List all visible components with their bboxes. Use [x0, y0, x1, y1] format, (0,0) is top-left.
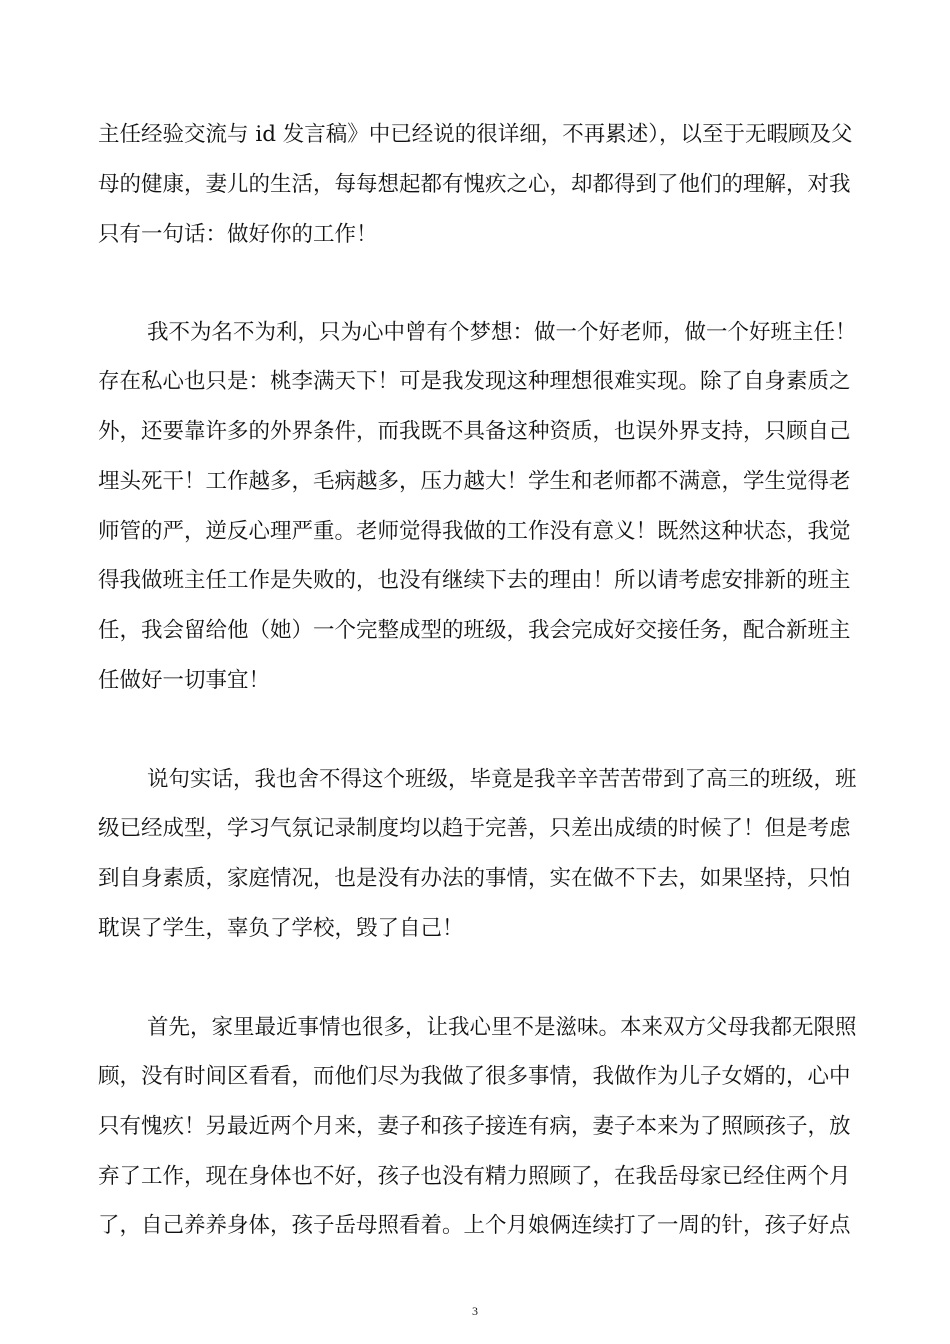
paragraph-line: 耽误了学生，辜负了学校，毁了自己！ — [98, 916, 464, 941]
paragraph-line: 只有愧疚！另最近两个月来，妻子和孩子接连有病，妻子本来为了照顾孩子，放 — [98, 1114, 851, 1139]
paragraph-line: 任做好一切事宜！ — [98, 668, 271, 693]
paragraph-line: 母的健康，妻儿的生活，每每想起都有愧疚之心，却都得到了他们的理解，对我 — [98, 172, 851, 197]
page-number: 3 — [472, 1304, 478, 1318]
paragraph-line: 级已经成型，学习气氛记录制度均以趋于完善，只差出成绩的时候了！但是考虑 — [98, 816, 851, 841]
paragraph-line: 任，我会留给他（她）一个完整成型的班级，我会完成好交接任务，配合新班主 — [98, 618, 851, 643]
paragraph-line: 只有一句话：做好你的工作！ — [98, 222, 378, 247]
paragraph-line: 说句实话，我也舍不得这个班级，毕竟是我辛辛苦苦带到了高三的班级，班 — [147, 767, 857, 792]
paragraph-line: 得我做班主任工作是失败的，也没有继续下去的理由！所以请考虑安排新的班主 — [98, 568, 851, 593]
paragraph-line: 主任经验交流与 id 发言稿》中已经说的很详细，不再累述），以至于无暇顾及父 — [98, 122, 853, 147]
paragraph-line: 到自身素质，家庭情况，也是没有办法的事情，实在做不下去，如果坚持，只怕 — [98, 866, 851, 891]
paragraph-line: 我不为名不为利，只为心中曾有个梦想：做一个好老师，做一个好班主任！ — [147, 320, 857, 345]
paragraph-line: 了，自己养养身体，孩子岳母照看着。上个月娘俩连续打了一周的针，孩子好点 — [98, 1213, 851, 1238]
paragraph-line: 埋头死干！工作越多，毛病越多，压力越大！学生和老师都不满意，学生觉得老 — [98, 469, 851, 494]
paragraph-line: 首先，家里最近事情也很多，让我心里不是滋味。本来双方父母我都无限照 — [147, 1015, 857, 1040]
paragraph-line: 外，还要靠许多的外界条件，而我既不具备这种资质，也误外界支持，只顾自己 — [98, 419, 851, 444]
paragraph-line: 顾，没有时间区看看，而他们尽为我做了很多事情，我做作为儿子女婿的，心中 — [98, 1064, 851, 1089]
paragraph-line: 存在私心也只是：桃李满天下！可是我发现这种理想很难实现。除了自身素质之 — [98, 369, 851, 394]
paragraph-line: 弃了工作，现在身体也不好，孩子也没有精力照顾了，在我岳母家已经住两个月 — [98, 1164, 851, 1189]
paragraph-line: 师管的严，逆反心理严重。老师觉得我做的工作没有意义！既然这种状态，我觉 — [98, 519, 851, 544]
